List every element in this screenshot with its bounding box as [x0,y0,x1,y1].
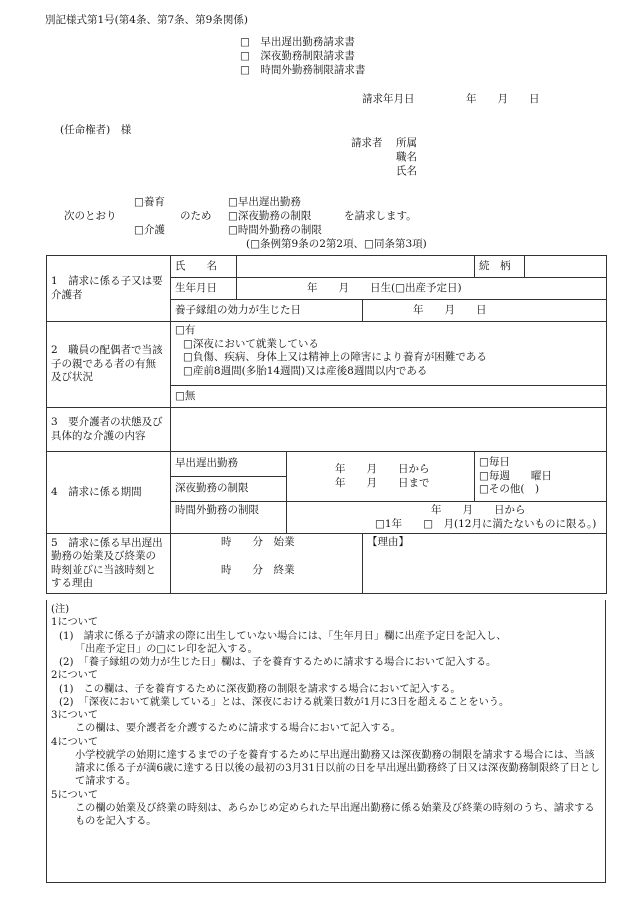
title-option-early-late: □ 早出遅出勤務請求書 [240,36,355,48]
note5-heading: 5について [51,789,99,801]
s5-reason[interactable]: 【理由】 [363,534,607,594]
s1-birth-value[interactable]: 年 月 日生(□出産予定日) [237,278,607,300]
addressee: (任命権者) 様 [60,124,132,136]
s2-no-option[interactable]: □無 [171,386,607,408]
note2-heading: 2について [51,670,99,682]
requester-label: 請求者 [351,137,383,149]
note1-item2: (2) 「養子縁組の効力が生じた日」欄は、子を養育するために請求する場合において記入する。 [59,657,497,668]
note2-item1: (1) この欄は、子を養育するために深夜勤務の制限を請求する場合において記入する。 [59,683,461,695]
care-option-care: □介護 [134,224,165,236]
section5-label: 5 請求に係る早出遅出勤務の始業及び終業の時刻並びに当該時刻とする理由 [47,534,171,594]
note4-item: 小学校就学の始期に達するまでの子を養育するために早出遅出勤務又は深夜勤務の制限を請求する場合には、当該請求に係る子が満6歳に達する日以後の最初の3月31日以前の日を早出遅出勤務終了日又は深夜勤務制限終了日として請求する。 [75,749,601,788]
s4-night-label: 深夜勤務の制限 [171,477,287,502]
purpose-prefix: 次のとおり [64,210,117,222]
date-label: 請求年月日 [362,93,415,105]
s1-adoption-label: 養子縁組の効力が生じた日 [171,300,363,322]
s2-yes-block [171,322,607,386]
s4-weekly-option[interactable]: □毎週 曜日 [479,469,552,482]
request-option-night: □深夜勤務の制限 [228,210,312,222]
s5-end-time[interactable]: 時 分 終業 [221,563,295,576]
title-option-night: □ 深夜勤務制限請求書 [240,50,355,62]
s4-from[interactable]: 年 月 日から [335,462,430,475]
section4-label: 4 請求に係る期間 [47,452,171,534]
s4-to[interactable]: 年 月 日まで [335,476,430,489]
note1-heading: 1について [51,617,99,629]
s4-overtime-label: 時間外勤務の制限 [171,502,287,534]
clause-reference: (□条例第9条の2第2項、□同条第3項) [246,238,427,250]
s5-start-time[interactable]: 時 分 始業 [221,536,295,549]
position-label: 職名 [396,151,417,163]
section1-label: 1 請求に係る子又は要介護者 [47,256,171,322]
name-label: 氏名 [396,165,417,177]
note1-item1a: (1) 請求に係る子が請求の際に出生していない場合には、「生年月日」欄に出産予定日を記入し、 [59,630,507,642]
s2-item-injury[interactable]: □負傷、疾病、身体上又は精神上の障害により養育が困難である [183,351,487,364]
note3-heading: 3について [51,710,99,721]
s4-other-option[interactable]: □その他( ) [479,483,540,496]
date-value: 年 月 日 [466,93,540,105]
request-option-overtime: □時間外勤務の制限 [228,224,322,236]
s2-item-night[interactable]: □深夜において就業している [183,337,319,350]
s1-adoption-value[interactable]: 年 月 日 [363,300,607,322]
section3-label: 3 要介護者の状態及び具体的な介護の内容 [47,408,171,452]
s2-item-birth[interactable]: □産前8週間(多胎14週間)又は産後8週間以内である [183,364,428,377]
purpose-for: のため [180,210,212,222]
s1-birth-label: 生年月日 [171,278,237,300]
s1-name-label: 氏 名 [171,256,237,278]
care-option-nurture: □養育 [134,196,165,208]
s4-overtime-from[interactable]: 年 月 日から [431,504,526,516]
note5-item: この欄の始業及び終業の時刻は、あらかじめ定められた早出遅出勤務に係る始業及び終業の時刻のうち、請求するものを記入する。 [75,802,595,827]
purpose-suffix: を請求します。 [344,210,417,222]
request-form-table [46,255,607,594]
s1-relation-field[interactable] [525,256,607,278]
note2-item2: (2) 「深夜において就業している」とは、深夜における就業日数が1月に3日を超えることをいう。 [59,696,510,708]
note3-item: この欄は、要介護者を介護するために請求する場合において記入する。 [75,723,401,735]
s4-overtime-period[interactable]: □1年 □ 月(12月に満たないものに限る。) [375,517,597,530]
note1-item1b: 「出産予定日」の□にレ印を記入する。 [75,643,258,655]
s4-daily-option[interactable]: □毎日 [479,456,510,469]
request-option-early-late: □早出遅出勤務 [228,196,301,208]
form-number: 別記様式第1号(第4条、第7条、第9条関係) [45,14,248,26]
s4-early-label: 早出遅出勤務 [171,452,287,477]
section2-label: 2 職員の配偶者で当該子の親である者の有無及び状況 [47,322,171,408]
s2-yes-option[interactable]: □有 [175,324,196,336]
s1-relation-label: 続 柄 [475,256,525,278]
s1-name-field[interactable] [237,256,475,278]
affiliation-label: 所属 [396,137,417,149]
note4-heading: 4について [51,736,99,748]
notes-heading: (注) [51,604,70,615]
notes-section [46,600,606,883]
s3-field[interactable] [171,408,607,452]
title-option-overtime: □ 時間外勤務制限請求書 [240,64,366,76]
